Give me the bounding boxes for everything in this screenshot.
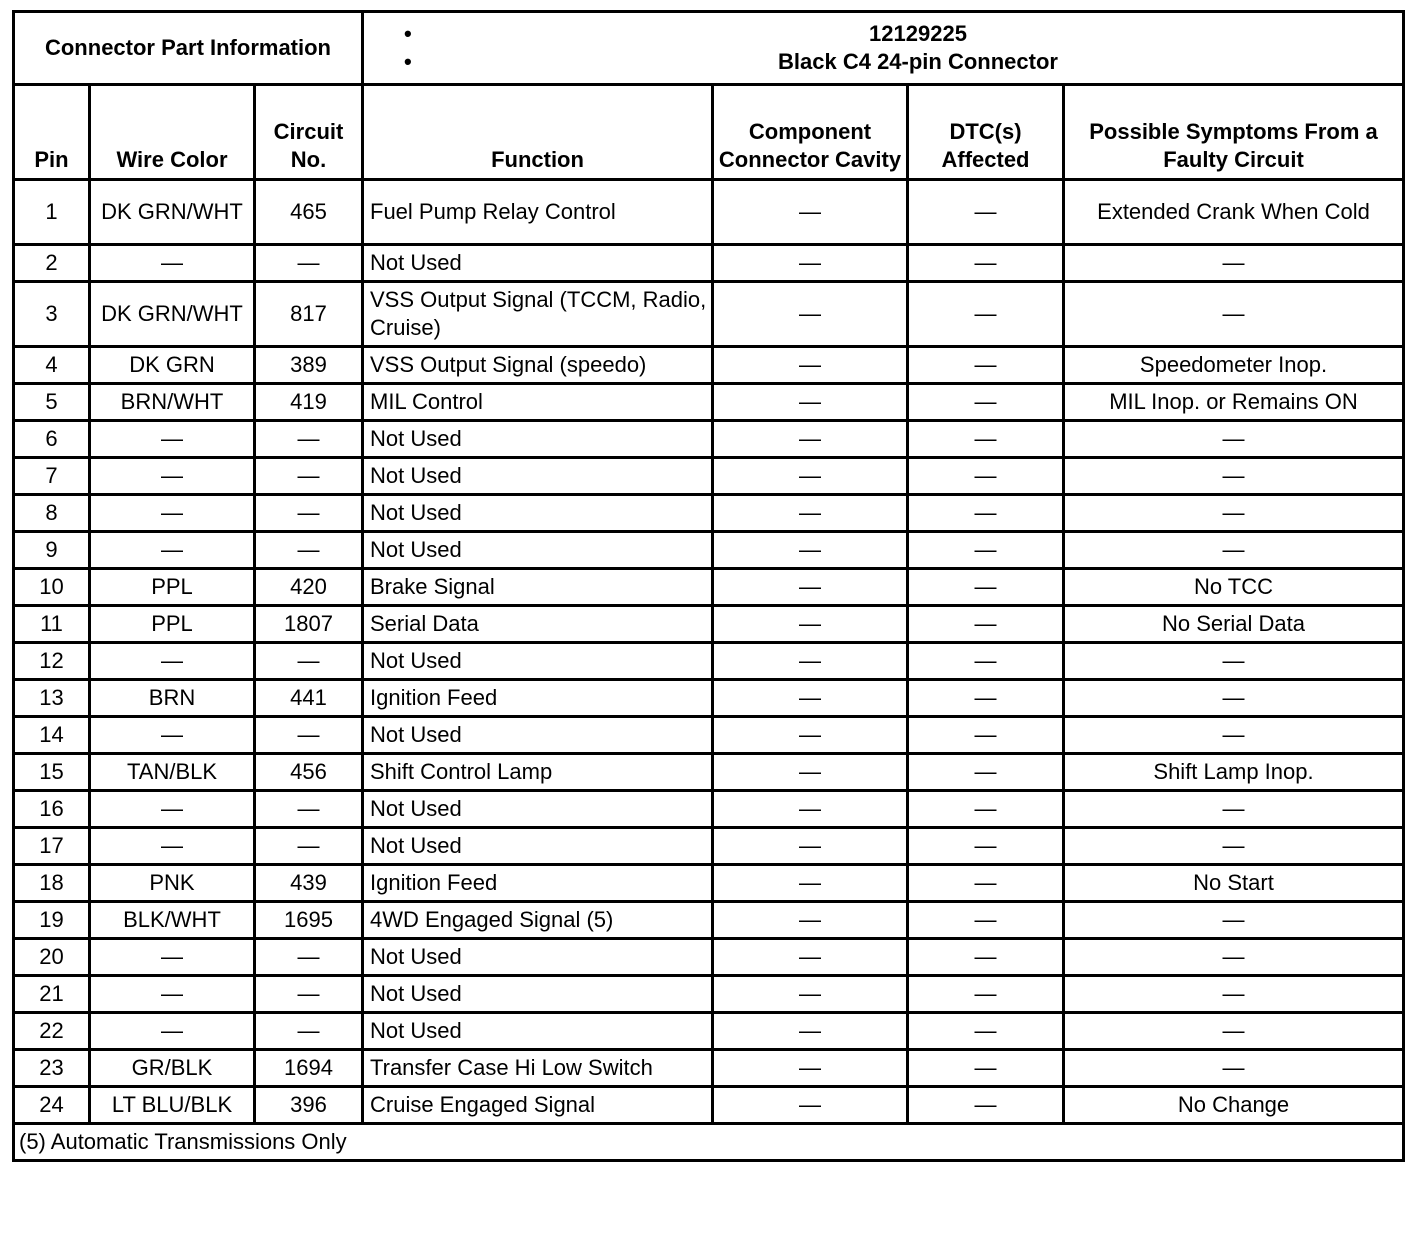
circuit-cell: —	[255, 976, 363, 1013]
connector-header-table	[12, 10, 1405, 86]
circuit-cell: —	[255, 828, 363, 865]
function-cell: Serial Data	[363, 606, 713, 643]
cavity-cell: —	[713, 384, 908, 421]
function-cell: Ignition Feed	[363, 680, 713, 717]
pin-rows	[14, 180, 1404, 1124]
table-row	[14, 791, 1404, 828]
wire-color-cell: TAN/BLK	[90, 754, 255, 791]
function-cell: Transfer Case Hi Low Switch	[363, 1050, 713, 1087]
symptom-cell: —	[1064, 828, 1404, 865]
circuit-cell: 817	[255, 282, 363, 347]
cavity-cell: —	[713, 976, 908, 1013]
connector-part-info-label: Connector Part Information	[14, 12, 363, 85]
pin-cell: 2	[14, 245, 90, 282]
circuit-cell: —	[255, 643, 363, 680]
symptom-cell: —	[1064, 791, 1404, 828]
wire-color-cell: DK GRN	[90, 347, 255, 384]
pin-cell: 4	[14, 347, 90, 384]
circuit-cell: —	[255, 791, 363, 828]
dtc-cell: —	[908, 532, 1064, 569]
cavity-cell: —	[713, 245, 908, 282]
symptom-cell: —	[1064, 282, 1404, 347]
function-cell: VSS Output Signal (speedo)	[363, 347, 713, 384]
pin-cell: 17	[14, 828, 90, 865]
connector-part-number: • 12129225	[404, 20, 1402, 48]
table-row	[14, 180, 1404, 245]
dtc-cell: —	[908, 180, 1064, 245]
symptom-cell: —	[1064, 680, 1404, 717]
dtc-cell: —	[908, 569, 1064, 606]
symptom-cell: —	[1064, 976, 1404, 1013]
function-cell: Not Used	[363, 643, 713, 680]
cavity-cell: —	[713, 717, 908, 754]
symptom-cell: No Start	[1064, 865, 1404, 902]
wire-color-cell: —	[90, 939, 255, 976]
symptom-cell: MIL Inop. or Remains ON	[1064, 384, 1404, 421]
dtc-cell: —	[908, 421, 1064, 458]
wire-color-cell: —	[90, 791, 255, 828]
cavity-cell: —	[713, 606, 908, 643]
function-cell: 4WD Engaged Signal (5)	[363, 902, 713, 939]
wire-color-cell: —	[90, 976, 255, 1013]
circuit-cell: 1807	[255, 606, 363, 643]
wire-color-cell: BRN	[90, 680, 255, 717]
wire-color-cell: BLK/WHT	[90, 902, 255, 939]
pin-cell: 11	[14, 606, 90, 643]
circuit-cell: —	[255, 495, 363, 532]
circuit-cell: —	[255, 939, 363, 976]
symptom-cell: —	[1064, 717, 1404, 754]
cavity-cell: —	[713, 754, 908, 791]
circuit-cell: 456	[255, 754, 363, 791]
symptom-cell: Extended Crank When Cold	[1064, 180, 1404, 245]
table-row	[14, 421, 1404, 458]
table-row	[14, 1087, 1404, 1124]
symptom-cell: —	[1064, 495, 1404, 532]
col-header-circuit: Circuit No.	[255, 85, 363, 180]
pin-cell: 3	[14, 282, 90, 347]
circuit-cell: 420	[255, 569, 363, 606]
wire-color-cell: —	[90, 421, 255, 458]
function-cell: Not Used	[363, 458, 713, 495]
cavity-cell: —	[713, 1087, 908, 1124]
wire-color-cell: LT BLU/BLK	[90, 1087, 255, 1124]
cavity-cell: —	[713, 680, 908, 717]
dtc-cell: —	[908, 680, 1064, 717]
function-cell: Shift Control Lamp	[363, 754, 713, 791]
table-row	[14, 680, 1404, 717]
pin-cell: 1	[14, 180, 90, 245]
symptom-cell: No TCC	[1064, 569, 1404, 606]
cavity-cell: —	[713, 828, 908, 865]
table-row	[14, 754, 1404, 791]
footnote: (5) Automatic Transmissions Only	[14, 1124, 1404, 1161]
circuit-cell: 439	[255, 865, 363, 902]
wire-color-cell: —	[90, 828, 255, 865]
cavity-cell: —	[713, 569, 908, 606]
circuit-cell: —	[255, 421, 363, 458]
pin-cell: 12	[14, 643, 90, 680]
table-row	[14, 458, 1404, 495]
pin-cell: 9	[14, 532, 90, 569]
pin-cell: 18	[14, 865, 90, 902]
function-cell: Fuel Pump Relay Control	[363, 180, 713, 245]
function-cell: Not Used	[363, 976, 713, 1013]
function-cell: Not Used	[363, 1013, 713, 1050]
wire-color-cell: —	[90, 532, 255, 569]
cavity-cell: —	[713, 865, 908, 902]
table-row	[14, 1013, 1404, 1050]
table-row	[14, 865, 1404, 902]
circuit-cell: 441	[255, 680, 363, 717]
pin-cell: 7	[14, 458, 90, 495]
cavity-cell: —	[713, 458, 908, 495]
function-cell: Not Used	[363, 717, 713, 754]
function-cell: MIL Control	[363, 384, 713, 421]
dtc-cell: —	[908, 717, 1064, 754]
dtc-cell: —	[908, 458, 1064, 495]
symptom-cell: —	[1064, 939, 1404, 976]
table-row	[14, 245, 1404, 282]
pin-cell: 24	[14, 1087, 90, 1124]
function-cell: Brake Signal	[363, 569, 713, 606]
dtc-cell: —	[908, 245, 1064, 282]
col-header-cavity: Component Connector Cavity	[713, 85, 908, 180]
symptom-cell: —	[1064, 1050, 1404, 1087]
dtc-cell: —	[908, 1087, 1064, 1124]
cavity-cell: —	[713, 421, 908, 458]
function-cell: Not Used	[363, 421, 713, 458]
cavity-cell: —	[713, 495, 908, 532]
dtc-cell: —	[908, 1013, 1064, 1050]
pin-cell: 20	[14, 939, 90, 976]
cavity-cell: —	[713, 1013, 908, 1050]
circuit-cell: 465	[255, 180, 363, 245]
dtc-cell: —	[908, 282, 1064, 347]
pin-cell: 22	[14, 1013, 90, 1050]
table-row	[14, 902, 1404, 939]
cavity-cell: —	[713, 347, 908, 384]
wire-color-cell: —	[90, 495, 255, 532]
symptom-cell: —	[1064, 245, 1404, 282]
circuit-cell: 419	[255, 384, 363, 421]
table-row	[14, 606, 1404, 643]
wire-color-cell: —	[90, 643, 255, 680]
table-row	[14, 828, 1404, 865]
circuit-cell: 1694	[255, 1050, 363, 1087]
table-row	[14, 384, 1404, 421]
table-row	[14, 643, 1404, 680]
wire-color-cell: —	[90, 1013, 255, 1050]
function-cell: Ignition Feed	[363, 865, 713, 902]
cavity-cell: —	[713, 1050, 908, 1087]
dtc-cell: —	[908, 495, 1064, 532]
dtc-cell: —	[908, 976, 1064, 1013]
table-row	[14, 569, 1404, 606]
circuit-cell: —	[255, 717, 363, 754]
function-cell: Not Used	[363, 495, 713, 532]
function-cell: Not Used	[363, 245, 713, 282]
function-cell: VSS Output Signal (TCCM, Radio, Cruise)	[363, 282, 713, 347]
function-cell: Not Used	[363, 828, 713, 865]
pin-cell: 13	[14, 680, 90, 717]
symptom-cell: —	[1064, 1013, 1404, 1050]
col-header-dtc: DTC(s) Affected	[908, 85, 1064, 180]
pin-cell: 5	[14, 384, 90, 421]
pin-cell: 6	[14, 421, 90, 458]
circuit-cell: —	[255, 532, 363, 569]
circuit-cell: 396	[255, 1087, 363, 1124]
dtc-cell: —	[908, 384, 1064, 421]
symptom-cell: —	[1064, 532, 1404, 569]
col-header-wire-color: Wire Color	[90, 85, 255, 180]
dtc-cell: —	[908, 791, 1064, 828]
pin-cell: 15	[14, 754, 90, 791]
function-cell: Cruise Engaged Signal	[363, 1087, 713, 1124]
wire-color-cell: —	[90, 717, 255, 754]
table-row	[14, 976, 1404, 1013]
dtc-cell: —	[908, 939, 1064, 976]
function-cell: Not Used	[363, 939, 713, 976]
pin-cell: 16	[14, 791, 90, 828]
wire-color-cell: —	[90, 458, 255, 495]
circuit-cell: —	[255, 245, 363, 282]
wire-color-cell: DK GRN/WHT	[90, 180, 255, 245]
wire-color-cell: PPL	[90, 569, 255, 606]
col-header-symptoms: Possible Symptoms From a Faulty Circuit	[1064, 85, 1404, 180]
table-row	[14, 1050, 1404, 1087]
wire-color-cell: DK GRN/WHT	[90, 282, 255, 347]
dtc-cell: —	[908, 828, 1064, 865]
dtc-cell: —	[908, 865, 1064, 902]
symptom-cell: —	[1064, 421, 1404, 458]
dtc-cell: —	[908, 606, 1064, 643]
col-header-function: Function	[363, 85, 713, 180]
table-row	[14, 532, 1404, 569]
table-row	[14, 939, 1404, 976]
connector-info-row	[14, 12, 1404, 85]
cavity-cell: —	[713, 282, 908, 347]
dtc-cell: —	[908, 902, 1064, 939]
pin-cell: 8	[14, 495, 90, 532]
dtc-cell: —	[908, 1050, 1064, 1087]
wire-color-cell: PPL	[90, 606, 255, 643]
dtc-cell: —	[908, 754, 1064, 791]
circuit-cell: —	[255, 1013, 363, 1050]
symptom-cell: —	[1064, 643, 1404, 680]
symptom-cell: Shift Lamp Inop.	[1064, 754, 1404, 791]
cavity-cell: —	[713, 902, 908, 939]
circuit-cell: 1695	[255, 902, 363, 939]
symptom-cell: —	[1064, 458, 1404, 495]
wire-color-cell: GR/BLK	[90, 1050, 255, 1087]
cavity-cell: —	[713, 939, 908, 976]
column-header-row	[14, 85, 1404, 180]
table-row	[14, 495, 1404, 532]
cavity-cell: —	[713, 180, 908, 245]
function-cell: Not Used	[363, 791, 713, 828]
symptom-cell: No Change	[1064, 1087, 1404, 1124]
wire-color-cell: BRN/WHT	[90, 384, 255, 421]
function-cell: Not Used	[363, 532, 713, 569]
pinout-table	[12, 83, 1405, 1162]
dtc-cell: —	[908, 643, 1064, 680]
pin-cell: 14	[14, 717, 90, 754]
pin-cell: 10	[14, 569, 90, 606]
circuit-cell: 389	[255, 347, 363, 384]
symptom-cell: —	[1064, 902, 1404, 939]
wire-color-cell: —	[90, 245, 255, 282]
col-header-pin: Pin	[14, 85, 90, 180]
wire-color-cell: PNK	[90, 865, 255, 902]
pin-cell: 19	[14, 902, 90, 939]
table-row	[14, 282, 1404, 347]
footnote-row	[14, 1124, 1404, 1161]
cavity-cell: —	[713, 643, 908, 680]
symptom-cell: Speedometer Inop.	[1064, 347, 1404, 384]
connector-description: • Black C4 24-pin Connector	[404, 48, 1402, 76]
table-row	[14, 347, 1404, 384]
connector-part-info-values	[363, 12, 1404, 85]
symptom-cell: No Serial Data	[1064, 606, 1404, 643]
pin-cell: 21	[14, 976, 90, 1013]
table-row	[14, 717, 1404, 754]
dtc-cell: —	[908, 347, 1064, 384]
circuit-cell: —	[255, 458, 363, 495]
cavity-cell: —	[713, 791, 908, 828]
connector-pinout-document	[12, 10, 1402, 1162]
pin-cell: 23	[14, 1050, 90, 1087]
cavity-cell: —	[713, 532, 908, 569]
